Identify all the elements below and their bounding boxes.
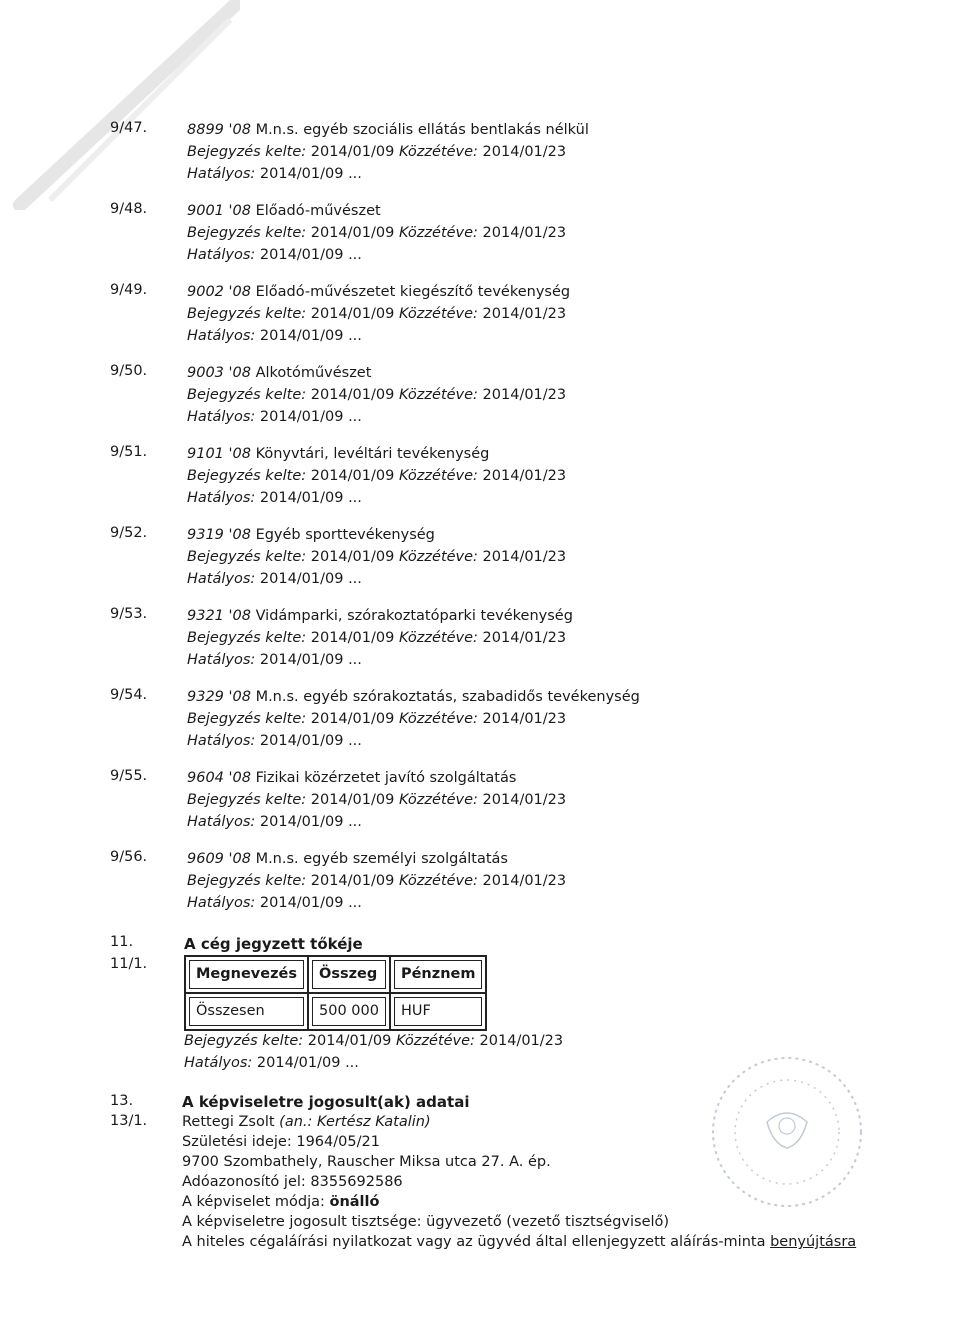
published-label: Közzétéve: (398, 873, 478, 889)
effective-date: 2014/01/09 ... (259, 895, 362, 911)
published-date: 2014/01/23 (479, 1033, 564, 1049)
effective-date: 2014/01/09 ... (259, 166, 362, 182)
effective-label: Hatályos: (187, 328, 256, 344)
court-stamp (705, 1052, 870, 1212)
activity-code: 8899 '08 (187, 122, 251, 138)
entry-number: 9/50. (110, 363, 148, 379)
activity-code: 9319 '08 (187, 527, 251, 543)
effective-label: Hatályos: (187, 733, 256, 749)
signature-note: A hiteles cégaláírási nyilatkozat vagy az ügyvéd által ellenjegyzett aláírás-minta (182, 1234, 766, 1250)
published-date: 2014/01/23 (482, 711, 567, 727)
effective-label: Hatályos: (187, 247, 256, 263)
published-label: Közzétéve: (398, 387, 478, 403)
activity-description: Egyéb sporttevékenység (255, 527, 435, 543)
entry-number: 9/55. (110, 768, 148, 784)
activity-description: M.n.s. egyéb személyi szolgáltatás (255, 851, 508, 867)
registration-label: Bejegyzés kelte: (187, 549, 307, 565)
published-label: Közzétéve: (398, 306, 478, 322)
activity-description: Alkotóművészet (255, 365, 372, 381)
published-label: Közzétéve: (398, 792, 478, 808)
mother-name: (an.: Kertész Katalin) (279, 1114, 431, 1130)
registration-date: 2014/01/09 (307, 1033, 392, 1049)
published-date: 2014/01/23 (482, 549, 567, 565)
effective-date: 2014/01/09 ... (259, 571, 362, 587)
mode-label: A képviselet módja: (182, 1194, 325, 1210)
section-number: 11. (110, 934, 134, 950)
published-label: Közzétéve: (398, 225, 478, 241)
effective-date: 2014/01/09 ... (259, 652, 362, 668)
registration-date: 2014/01/09 (310, 630, 395, 646)
published-date: 2014/01/23 (482, 144, 567, 160)
registration-date: 2014/01/09 (310, 225, 395, 241)
effective-date: 2014/01/09 ... (259, 328, 362, 344)
table-header-row (185, 956, 486, 993)
activity-code: 9329 '08 (187, 689, 251, 705)
effective-label: Hatályos: (187, 652, 256, 668)
registration-label: Bejegyzés kelte: (187, 387, 307, 403)
table-cell: 500 000 (312, 997, 386, 1026)
activity-code: 9609 '08 (187, 851, 251, 867)
signature-note-link: benyújtásra (770, 1234, 857, 1250)
registration-label: Bejegyzés kelte: (187, 792, 307, 808)
section-number: 13. (110, 1093, 134, 1109)
effective-date: 2014/01/09 ... (259, 490, 362, 506)
section-title: A cég jegyzett tőkéje (184, 935, 363, 953)
registration-date: 2014/01/09 (310, 144, 395, 160)
effective-date: 2014/01/09 ... (259, 814, 362, 830)
subsection-number: 13/1. (110, 1113, 148, 1129)
registration-date: 2014/01/09 (310, 711, 395, 727)
registration-date: 2014/01/09 (310, 468, 395, 484)
table-row (185, 993, 486, 1030)
effective-label: Hatályos: (184, 1055, 253, 1071)
effective-label: Hatályos: (187, 571, 256, 587)
registration-label: Bejegyzés kelte: (187, 873, 307, 889)
registration-label: Bejegyzés kelte: (187, 630, 307, 646)
effective-label: Hatályos: (187, 814, 256, 830)
published-date: 2014/01/23 (482, 873, 567, 889)
published-label: Közzétéve: (398, 549, 478, 565)
entry-number: 9/53. (110, 606, 148, 622)
published-date: 2014/01/23 (482, 387, 567, 403)
subsection-number: 11/1. (110, 956, 148, 972)
activity-code: 9002 '08 (187, 284, 251, 300)
header-cell: Összeg (312, 960, 386, 989)
activity-code: 9321 '08 (187, 608, 251, 624)
registration-date: 2014/01/09 (310, 387, 395, 403)
registration-date: 2014/01/09 (310, 792, 395, 808)
mode-value: önálló (329, 1194, 380, 1210)
registration-label: Bejegyzés kelte: (184, 1033, 304, 1049)
effective-label: Hatályos: (187, 409, 256, 425)
entry-number: 9/51. (110, 444, 148, 460)
activity-code: 9604 '08 (187, 770, 251, 786)
registration-label: Bejegyzés kelte: (187, 468, 307, 484)
published-date: 2014/01/23 (482, 792, 567, 808)
published-label: Közzétéve: (395, 1033, 475, 1049)
published-date: 2014/01/23 (482, 468, 567, 484)
registration-label: Bejegyzés kelte: (187, 225, 307, 241)
header-cell: Megnevezés (189, 960, 304, 989)
header-cell: Pénznem (394, 960, 483, 989)
entry-number: 9/47. (110, 120, 148, 136)
registration-date: 2014/01/09 (310, 306, 395, 322)
effective-date: 2014/01/09 ... (259, 409, 362, 425)
published-date: 2014/01/23 (482, 306, 567, 322)
activity-description: Könyvtári, levéltári tevékenység (255, 446, 490, 462)
activity-code: 9001 '08 (187, 203, 251, 219)
entry-number: 9/54. (110, 687, 148, 703)
tax-id: Adóazonosító jel: 8355692586 (182, 1174, 403, 1190)
activity-description: M.n.s. egyéb szórakoztatás, szabadidős tevékenység (255, 689, 640, 705)
activity-description: M.n.s. egyéb szociális ellátás bentlakás nélkül (255, 122, 589, 138)
capital-table (184, 955, 487, 1031)
activity-description: Vidámparki, szórakoztatóparki tevékenység (255, 608, 573, 624)
registration-date: 2014/01/09 (310, 873, 395, 889)
entry-number: 9/52. (110, 525, 148, 541)
effective-date: 2014/01/09 ... (256, 1055, 359, 1071)
published-label: Közzétéve: (398, 711, 478, 727)
effective-label: Hatályos: (187, 895, 256, 911)
activity-code: 9101 '08 (187, 446, 251, 462)
registration-label: Bejegyzés kelte: (187, 711, 307, 727)
representative-name: Rettegi Zsolt (182, 1114, 275, 1130)
registration-date: 2014/01/09 (310, 549, 395, 565)
section-title: A képviseletre jogosult(ak) adatai (182, 1093, 470, 1111)
address: 9700 Szombathely, Rauscher Miksa utca 27. A. ép. (182, 1154, 551, 1170)
effective-date: 2014/01/09 ... (259, 733, 362, 749)
registration-label: Bejegyzés kelte: (187, 306, 307, 322)
birth-date: Születési ideje: 1964/05/21 (182, 1134, 380, 1150)
entry-number: 9/48. (110, 201, 148, 217)
published-label: Közzétéve: (398, 468, 478, 484)
published-date: 2014/01/23 (482, 225, 567, 241)
activity-description: Előadó-művészet (255, 203, 381, 219)
effective-label: Hatályos: (187, 490, 256, 506)
activity-description: Előadó-művészetet kiegészítő tevékenység (255, 284, 571, 300)
effective-label: Hatályos: (187, 166, 256, 182)
entry-number: 9/56. (110, 849, 148, 865)
registration-label: Bejegyzés kelte: (187, 144, 307, 160)
table-cell: HUF (394, 997, 483, 1026)
position: A képviseletre jogosult tisztsége: ügyvezető (vezető tisztségviselő) (182, 1214, 670, 1230)
table-cell: Összesen (189, 997, 304, 1026)
published-label: Közzétéve: (398, 630, 478, 646)
effective-date: 2014/01/09 ... (259, 247, 362, 263)
published-label: Közzétéve: (398, 144, 478, 160)
activity-description: Fizikai közérzetet javító szolgáltatás (255, 770, 517, 786)
published-date: 2014/01/23 (482, 630, 567, 646)
entry-number: 9/49. (110, 282, 148, 298)
activity-code: 9003 '08 (187, 365, 251, 381)
